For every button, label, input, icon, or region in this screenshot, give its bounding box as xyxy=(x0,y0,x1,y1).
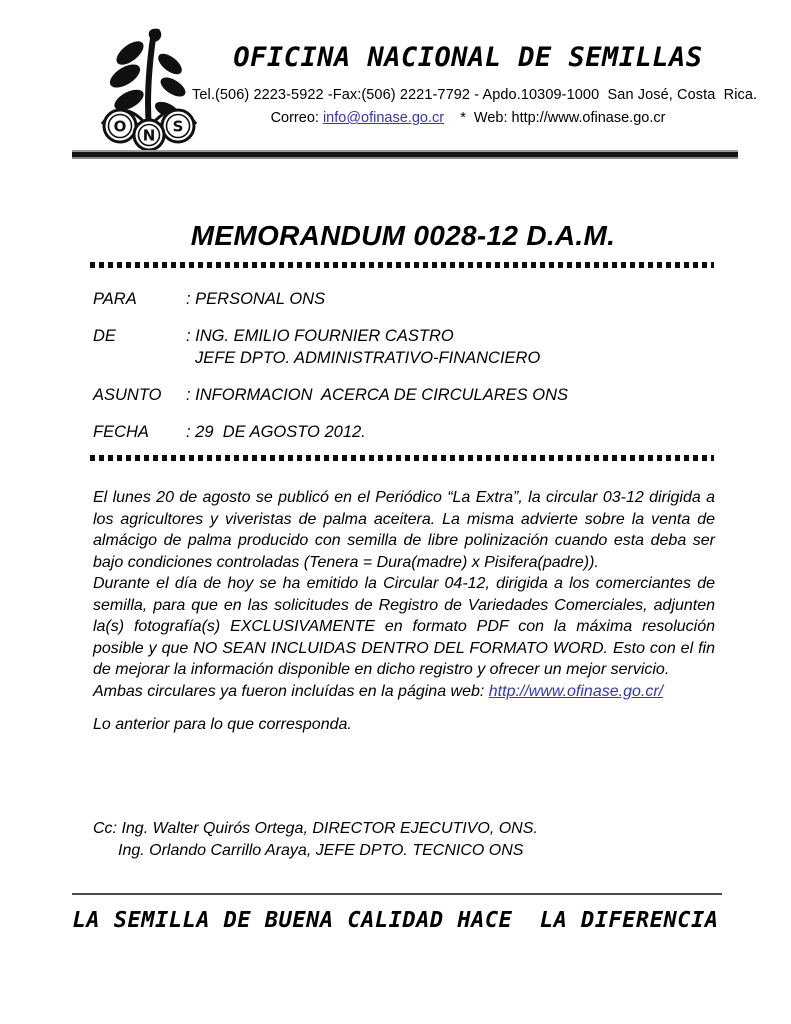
body-paragraph-1: El lunes 20 de agosto se publicó en el Periódico “La Extra”, la circular 03-12 dirigida a los agricultores y viveristas de palma aceitera. La misma advierte sobre la venta de almácigo de palma producido con semilla de libre polinización cuando esta deba ser bajo condiciones controladas (Tenera = Dura(madre) x Pisifera(padre)). xyxy=(93,489,715,571)
logo-letter-o: O xyxy=(113,117,127,136)
memo-title: MEMORANDUM 0028-12 D.A.M. xyxy=(190,220,616,251)
web-text: * Web: http://www.ofinase.go.cr xyxy=(444,110,666,126)
body-web-line xyxy=(93,681,715,703)
plant-seed-icon xyxy=(92,26,206,152)
field-para xyxy=(93,288,715,310)
field-para-value: : PERSONAL ONS xyxy=(186,290,326,308)
field-de-value-line1: : ING. EMILIO FOURNIER CASTRO xyxy=(186,327,454,345)
web-line-prefix: Ambas circulares ya fueron incluídas en la página web: xyxy=(93,682,489,700)
logo-letter-s: S xyxy=(172,117,184,136)
field-de-value-line2: JEFE DPTO. ADMINISTRATIVO-FINANCIERO xyxy=(195,349,541,367)
field-para-label: PARA xyxy=(93,290,137,308)
field-fecha xyxy=(93,421,715,443)
field-de xyxy=(93,325,715,369)
memo-body xyxy=(93,487,715,702)
email-label: Correo: xyxy=(270,110,323,126)
letterhead xyxy=(192,42,758,126)
footer-slogan: LA SEMILLA DE BUENA CALIDAD HACE LA DIFERENCIA xyxy=(72,908,719,933)
dotted-separator-top xyxy=(90,262,714,268)
website-link[interactable]: http://www.ofinase.go.cr/ xyxy=(488,682,664,700)
header-divider-rule xyxy=(72,150,738,159)
body-paragraph-2: Durante el día de hoy se ha emitido la Circular 04-12, dirigida a los comerciantes de semilla, para que en las solicitudes de Registro de Variedades Comerciales, adjunten la(s) fotografía(s) EXCLUSIVAMENTE en formato PDF con la máxima resolución posible y que NO SEAN INCLUIDAS DENTRO DEL FORMATO WORD. Esto con el fin de mejorar la información disponible en dicho registro y ofrecer un mejor servicio. xyxy=(93,575,715,678)
field-fecha-value: : 29 DE AGOSTO 2012. xyxy=(186,423,366,441)
email-link[interactable]: info@ofinase.go.cr xyxy=(322,110,445,126)
cc-line-1: Cc: Ing. Walter Quirós Ortega, DIRECTOR EJECUTIVO, ONS. xyxy=(93,820,538,837)
contact-line: Tel.(506) 2223-5922 -Fax:(506) 2221-7792 - Apdo.10309-1000 San José, Costa Rica. xyxy=(192,87,758,103)
memo-fields xyxy=(93,288,715,458)
field-fecha-label: FECHA xyxy=(93,423,149,441)
field-asunto-value: : INFORMACION ACERCA DE CIRCULARES ONS xyxy=(186,386,568,404)
correo-line xyxy=(192,110,744,126)
org-name: OFICINA NACIONAL DE SEMILLAS xyxy=(233,42,703,73)
dotted-separator-bottom xyxy=(90,455,714,461)
cc-line-2: Ing. Orlando Carrillo Araya, JEFE DPTO. TECNICO ONS xyxy=(118,842,524,859)
ons-plant-logo xyxy=(92,26,206,152)
logo-letter-n: N xyxy=(142,126,156,145)
footer-divider-rule xyxy=(72,893,722,895)
field-asunto-label: ASUNTO xyxy=(93,386,162,404)
field-asunto xyxy=(93,384,715,406)
field-de-label: DE xyxy=(93,327,116,345)
closing-line: Lo anterior para lo que corresponda. xyxy=(93,716,352,733)
cc-block xyxy=(93,818,538,862)
